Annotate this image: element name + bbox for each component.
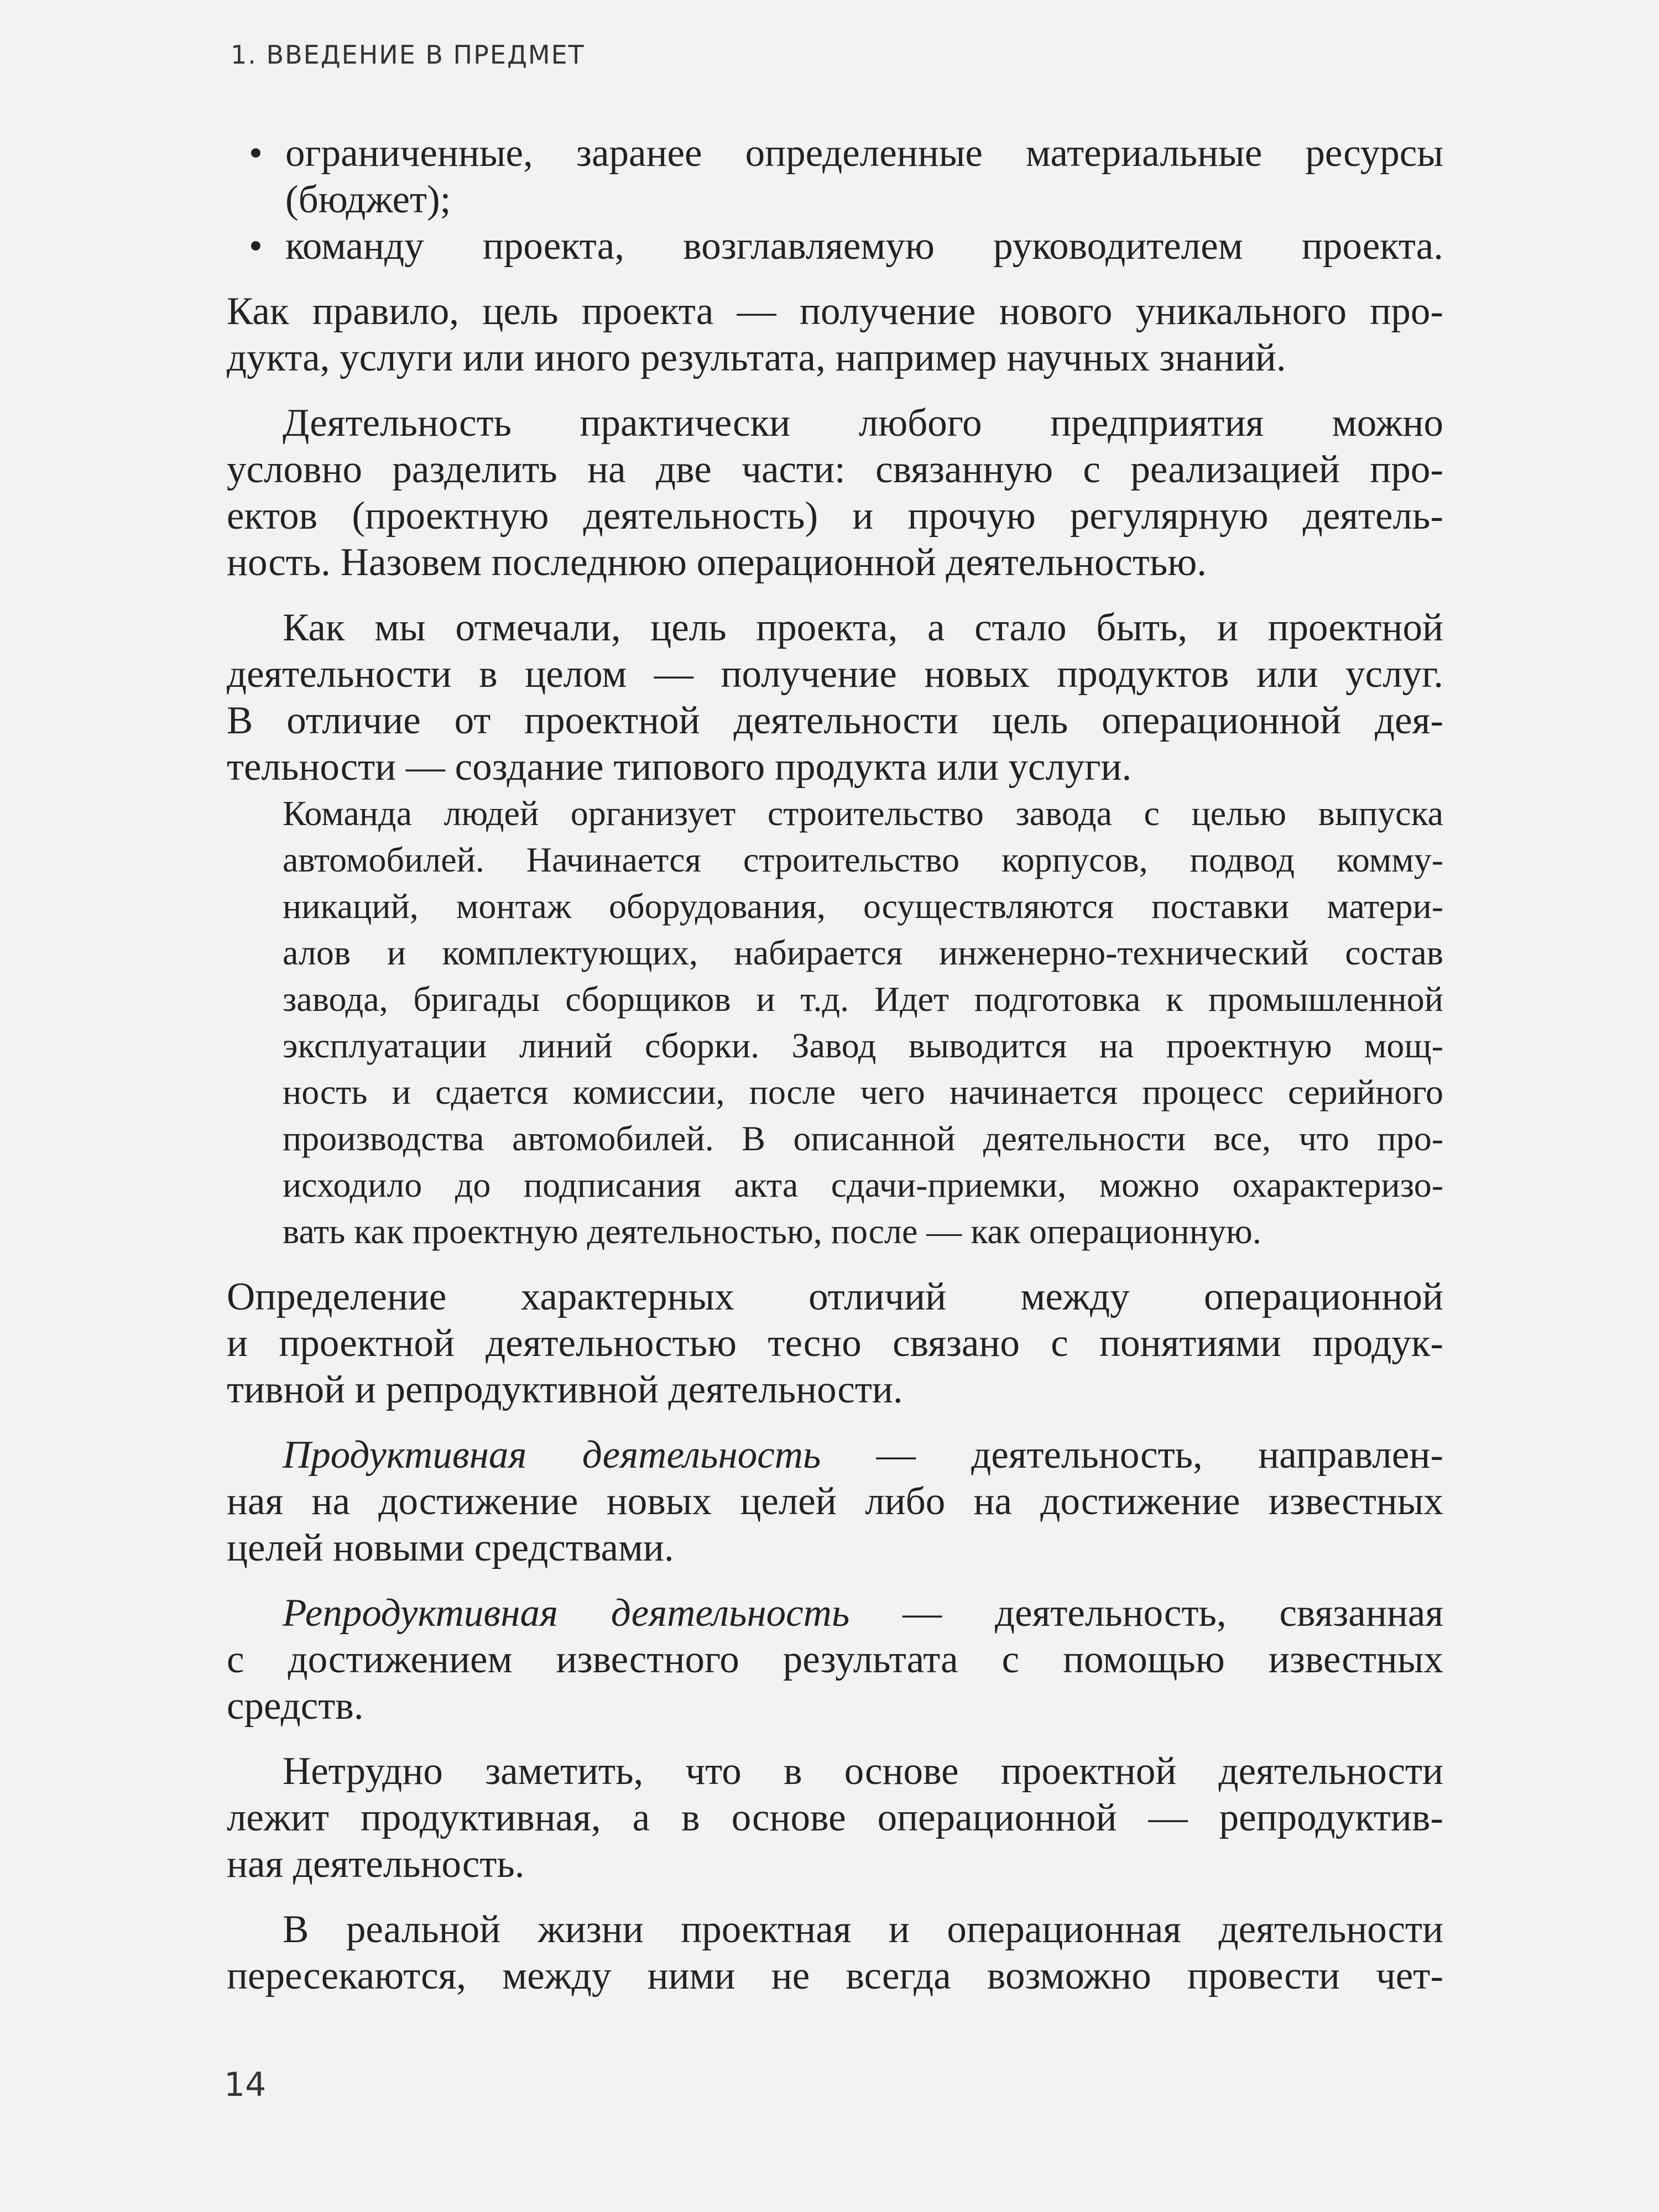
paragraph: Как мы отмечали, цель проекта, а стало быть, и проектной деятельности в целом — получение новых продуктов или услуг. В отличие от проектной деятельности цель операционной дея- тельности — создание типового продукта или услуги. [227, 606, 1443, 789]
paragraph: Как правило, цель проекта — получение нового уникального про- дукта, услуги или иного результата, например научных знаний. [227, 290, 1443, 379]
paragraph: Определение характерных отличий между операционной и проектной деятельностью тесно связано с понятиями продук- тивной и репродуктивной деятельности. [227, 1275, 1443, 1411]
body-text [227, 130, 1443, 1999]
bullet-item: • команду проекта, возглавляемую руководителем проекта. [227, 223, 1443, 269]
term: Репродуктивная деятельность [283, 1592, 850, 1635]
running-header: 1. ВВЕДЕНИЕ В ПРЕДМЕТ [231, 40, 585, 70]
page-number: 14 [224, 2065, 267, 2104]
paragraph: Деятельность практически любого предприятия можно условно разделить на две части: связанную с реализацией про- ектов (проектную деятельность) и прочую регулярную деятель- ность. Назовем последнюю операционной деятельностью. [227, 401, 1443, 584]
paragraph: Нетрудно заметить, что в основе проектной деятельности лежит продуктивная, а в основе операционной — репродуктив- ная деятельность. [227, 1750, 1443, 1886]
bullet-item: • ограниченные, заранее определенные материальные ресурсы (бюджет); [227, 130, 1443, 223]
term: Продуктивная деятельность [283, 1433, 821, 1477]
bullet-icon: • [249, 225, 263, 268]
definition-productive: Продуктивная деятельность — деятельность, направлен- ная на достижение новых целей либо на достижение известных целей новыми средствами. [227, 1433, 1443, 1569]
example-block: Команда людей организует строительство завода с целью выпуска автомобилей. Начинается строительство корпусов, подвод комму- никаций, монтаж оборудования, осуществляются поставки матери- алов и комплектующих, набирается инженерно-технический состав завода, бригады сборщиков и т.д. Идет подготовка к промышленной эксплуатации линий сборки. Завод выводится на проектную мощ- ность и сдается комиссии, после чего начинается процесс серийного производства автомобилей. В описанной деятельности все, что про- исходило до подписания акта сдачи-приемки, можно охарактеризо- вать как проектную деятельностью, после — как операционную. [283, 794, 1443, 1251]
definition-reproductive: Репродуктивная деятельность — деятельность, связанная с достижением известного результата с помощью известных средств. [227, 1592, 1443, 1728]
bullet-icon: • [249, 132, 263, 175]
paragraph: В реальной жизни проектная и операционная деятельности пересекаются, между ними не всегда возможно провести чет- [227, 1908, 1443, 1997]
